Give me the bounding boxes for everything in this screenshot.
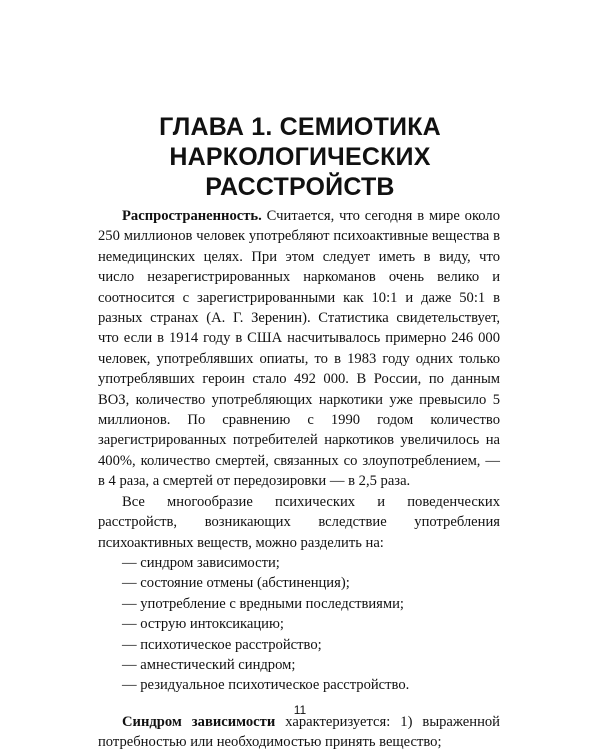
list-item: — психотическое расстройство;: [122, 636, 322, 653]
disorder-list: [98, 553, 500, 696]
chapter-title-line-3: РАССТРОЙСТВ: [205, 173, 395, 201]
list-item: — синдром зависимости;: [122, 554, 280, 571]
list-item: — состояние отмены (абстиненция);: [122, 575, 350, 592]
chapter-title: [60, 112, 540, 202]
list-item: — употребление с вредными последствиями;: [122, 595, 404, 612]
paragraph-classification: Все многообразие психических и поведенческих расстройств, возникающих вследствие употребления психоактивных веществ, можно разделить на:: [98, 493, 500, 551]
paragraph-dependence-text: характеризуется: 1) выраженной потребностью или необходимостью принять вещество;: [98, 713, 500, 751]
page-number: 11: [293, 703, 307, 717]
paragraph-prevalence-text: Считается, что сегодня в мире около 250 миллионов человек употребляют психоактивные вещества в немедицинских целях. При этом следует иметь в виду, что число незарегистрированных наркоманов очень велико и соотносится с зарегистрированными как 10:1 и даже 50:1 в разных странах (А. Г. Зеренин). Статистика свидетельствует, что если в 1914 году в США насчитывалось примерно 246 000 человек, употреблявших опиаты, то в 1983 году одних только употреблявших героин стало 492 000. В России, по данным ВОЗ, количество употребляющих наркотики уже превысило 5 миллионов. По сравнению с 1990 годом количество зарегистрированных потребителей наркотиков увеличилось на 400%, количество смертей, связанных со злоупотреблением, — в 4 раза, а смертей от передозировки — в 2,5 раза.: [98, 208, 500, 490]
paragraph-prevalence: [98, 206, 500, 492]
paragraph-dependence: [98, 712, 500, 753]
list-item: — амнестический синдром;: [122, 656, 296, 673]
paragraph-dependence-lead: Синдром зависимости: [122, 713, 276, 730]
list-item: — острую интоксикацию;: [122, 616, 284, 633]
chapter-title-line-1: ГЛАВА 1. СЕМИОТИКА: [159, 113, 441, 141]
chapter-title-line-2: НАРКОЛОГИЧЕСКИХ: [169, 143, 431, 171]
body-text: [98, 206, 500, 753]
list-item: — резидуальное психотическое расстройство.: [122, 677, 410, 694]
paragraph-prevalence-lead: Распространенность.: [122, 208, 262, 224]
